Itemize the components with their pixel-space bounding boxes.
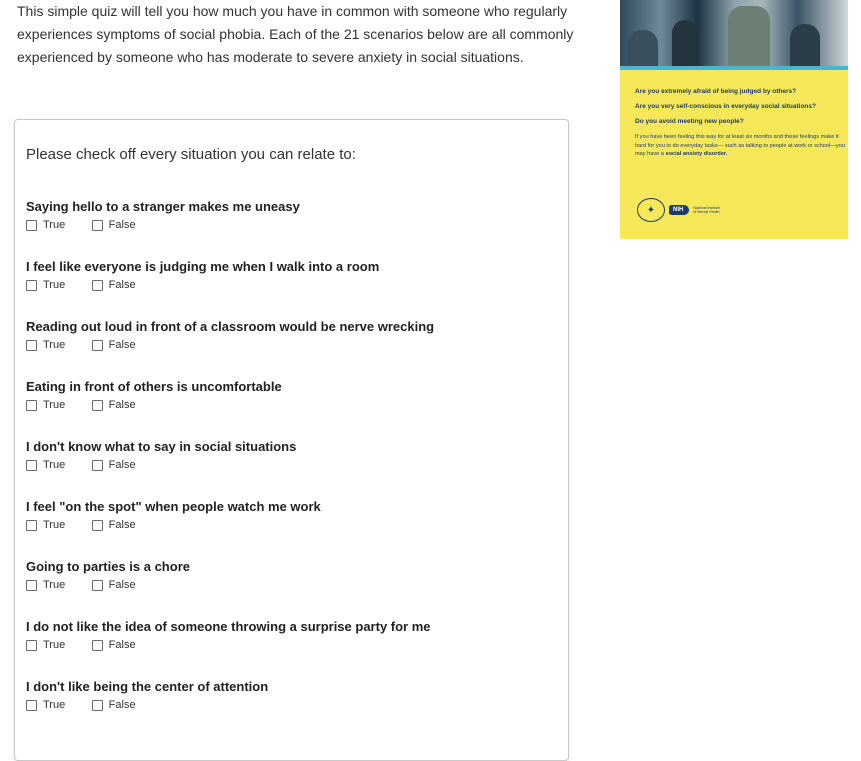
false-checkbox[interactable] — [92, 339, 136, 351]
question-text: Saying hello to a stranger makes me uneasy — [26, 199, 300, 214]
question-text: I feel like everyone is judging me when I walk into a room — [26, 259, 380, 274]
poster-question: Are you extremely afraid of being judged by others? — [635, 88, 797, 95]
checkbox-icon[interactable] — [92, 280, 103, 291]
false-label: False — [108, 279, 136, 291]
false-checkbox[interactable] — [92, 279, 136, 291]
true-checkbox[interactable] — [26, 459, 65, 471]
true-label: True — [43, 339, 66, 351]
quiz-panel — [14, 119, 569, 761]
true-label: True — [43, 639, 66, 651]
poster-logos — [637, 198, 723, 222]
false-checkbox[interactable] — [92, 699, 136, 711]
question-text: I don't know what to say in social situations — [26, 439, 297, 454]
true-label: True — [43, 519, 66, 531]
question-text: Going to parties is a chore — [26, 559, 190, 574]
poster-body-bold: social anxiety disorder. — [665, 151, 728, 157]
checkbox-icon[interactable] — [92, 340, 103, 351]
false-label: False — [108, 459, 136, 471]
checkbox-icon[interactable] — [26, 280, 37, 291]
poster-question: Are you very self-conscious in everyday social situations? — [635, 103, 816, 110]
checkbox-icon[interactable] — [92, 400, 103, 411]
true-checkbox[interactable] — [26, 579, 65, 591]
poster-body — [635, 133, 845, 159]
false-label: False — [108, 219, 136, 231]
nimh-name: National Institute of Mental Health — [693, 206, 721, 214]
checkbox-icon[interactable] — [26, 520, 37, 531]
question-text: I don't like being the center of attention — [26, 679, 269, 694]
crowd-photo — [620, 0, 848, 70]
false-label: False — [108, 699, 136, 711]
checkbox-icon[interactable] — [26, 640, 37, 651]
checkbox-icon[interactable] — [26, 220, 37, 231]
checkbox-icon[interactable] — [26, 700, 37, 711]
question-text: I feel "on the spot" when people watch me work — [26, 499, 321, 514]
checkbox-icon[interactable] — [26, 400, 37, 411]
true-checkbox[interactable] — [26, 699, 65, 711]
checkbox-icon[interactable] — [92, 460, 103, 471]
false-label: False — [108, 339, 136, 351]
question-text: Reading out loud in front of a classroom would be nerve wrecking — [26, 319, 435, 334]
checkbox-icon[interactable] — [92, 700, 103, 711]
true-checkbox[interactable] — [26, 639, 65, 651]
false-checkbox[interactable] — [92, 459, 136, 471]
true-checkbox[interactable] — [26, 399, 65, 411]
quiz-question — [26, 379, 556, 414]
checkbox-icon[interactable] — [26, 340, 37, 351]
true-label: True — [43, 579, 66, 591]
quiz-intro-text: This simple quiz will tell you how much you have in common with someone who regularly experiences symptoms of social phobia. Each of the 21 scenarios below are all commonly experienced by someone who has moderate to severe anxiety in social situations. — [17, 3, 574, 65]
false-checkbox[interactable] — [92, 399, 136, 411]
social-anxiety-poster — [620, 0, 848, 239]
false-checkbox[interactable] — [92, 579, 136, 591]
true-label: True — [43, 699, 66, 711]
checkbox-icon[interactable] — [26, 460, 37, 471]
false-label: False — [108, 579, 136, 591]
true-checkbox[interactable] — [26, 279, 65, 291]
question-text: Eating in front of others is uncomfortable — [26, 379, 282, 394]
quiz-question — [26, 559, 556, 594]
poster-body-text: If you have been feeling this way for at least six months and these feelings make it hard for you to do everyday tasks— such as talking to people at work or school—you may have a — [635, 134, 845, 157]
quiz-prompt: Please check off every situation you can relate to: — [26, 146, 356, 163]
checkbox-icon[interactable] — [92, 220, 103, 231]
true-checkbox[interactable] — [26, 519, 65, 531]
true-checkbox[interactable] — [26, 339, 65, 351]
quiz-question — [26, 439, 556, 474]
true-label: True — [43, 279, 66, 291]
quiz-question — [26, 319, 556, 354]
quiz-question — [26, 199, 556, 234]
hhs-eagle-icon: ✦ — [637, 198, 665, 222]
false-label: False — [108, 639, 136, 651]
checkbox-icon[interactable] — [92, 640, 103, 651]
quiz-question — [26, 259, 556, 294]
quiz-question — [26, 619, 556, 654]
true-label: True — [43, 219, 66, 231]
false-checkbox[interactable] — [92, 219, 136, 231]
checkbox-icon[interactable] — [26, 580, 37, 591]
false-checkbox[interactable] — [92, 639, 136, 651]
poster-question: Do you avoid meeting new people? — [635, 118, 744, 125]
true-label: True — [43, 399, 66, 411]
checkbox-icon[interactable] — [92, 520, 103, 531]
false-label: False — [108, 519, 136, 531]
false-label: False — [108, 399, 136, 411]
question-text: I do not like the idea of someone throwing a surprise party for me — [26, 619, 431, 634]
nih-logo: NIH — [669, 205, 689, 215]
quiz-question — [26, 499, 556, 534]
true-label: True — [43, 459, 66, 471]
false-checkbox[interactable] — [92, 519, 136, 531]
true-checkbox[interactable] — [26, 219, 65, 231]
checkbox-icon[interactable] — [92, 580, 103, 591]
quiz-question — [26, 679, 556, 714]
